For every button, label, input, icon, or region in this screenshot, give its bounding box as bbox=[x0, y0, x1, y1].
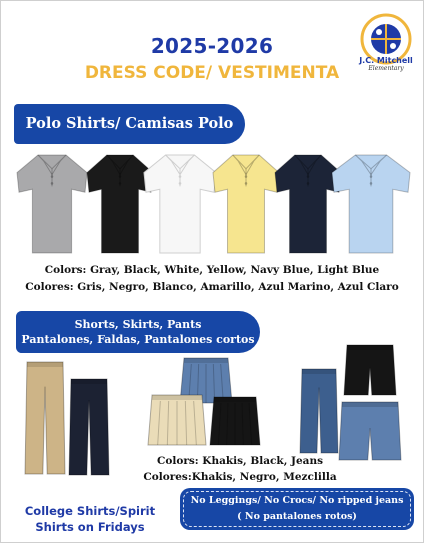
polo-colors-es: Colores: Gris, Negro, Blanco, Amarillo, Azul Marino, Azul Claro bbox=[25, 281, 399, 293]
bottoms-banner-line2: Pantalones, Faldas, Pantalones cortos bbox=[21, 333, 255, 346]
note-line1: No Leggings/ No Crocs/ No ripped jeans bbox=[190, 495, 404, 506]
note-line2: ( No pantalones rotos) bbox=[237, 511, 357, 522]
khaki-pants bbox=[25, 362, 65, 474]
restrictions-note bbox=[180, 488, 414, 530]
polo-colors-en: Colors: Gray, Black, White, Yellow, Navy Blue, Light Blue bbox=[44, 264, 380, 276]
jeans bbox=[300, 369, 338, 453]
navy-pants bbox=[69, 379, 109, 475]
denim-shorts bbox=[339, 402, 401, 460]
college-line1: College Shirts/Spirit bbox=[24, 504, 156, 518]
polo-banner: Polo Shirts/ Camisas Polo bbox=[14, 104, 245, 144]
page-title: DRESS CODE/ VESTIMENTA bbox=[84, 63, 340, 83]
college-line2: Shirts on Fridays bbox=[35, 520, 145, 534]
logo-tagline: Elementary bbox=[368, 65, 404, 72]
college-shirts-note bbox=[10, 503, 170, 535]
note-border bbox=[183, 491, 411, 527]
black-shorts bbox=[344, 345, 396, 395]
school-year: 2025-2026 bbox=[150, 34, 274, 58]
bottoms-colors-es: Colores:Khakis, Negro, Mezclilla bbox=[143, 471, 337, 483]
logo-name: J.C. Mitchell bbox=[359, 56, 413, 65]
khaki-skirt bbox=[148, 395, 206, 445]
bottoms-colors-en: Colors: Khakis, Black, Jeans bbox=[156, 455, 324, 467]
bottoms-banner-line1: Shorts, Skirts, Pants bbox=[74, 318, 202, 331]
black-skirt bbox=[210, 397, 260, 445]
